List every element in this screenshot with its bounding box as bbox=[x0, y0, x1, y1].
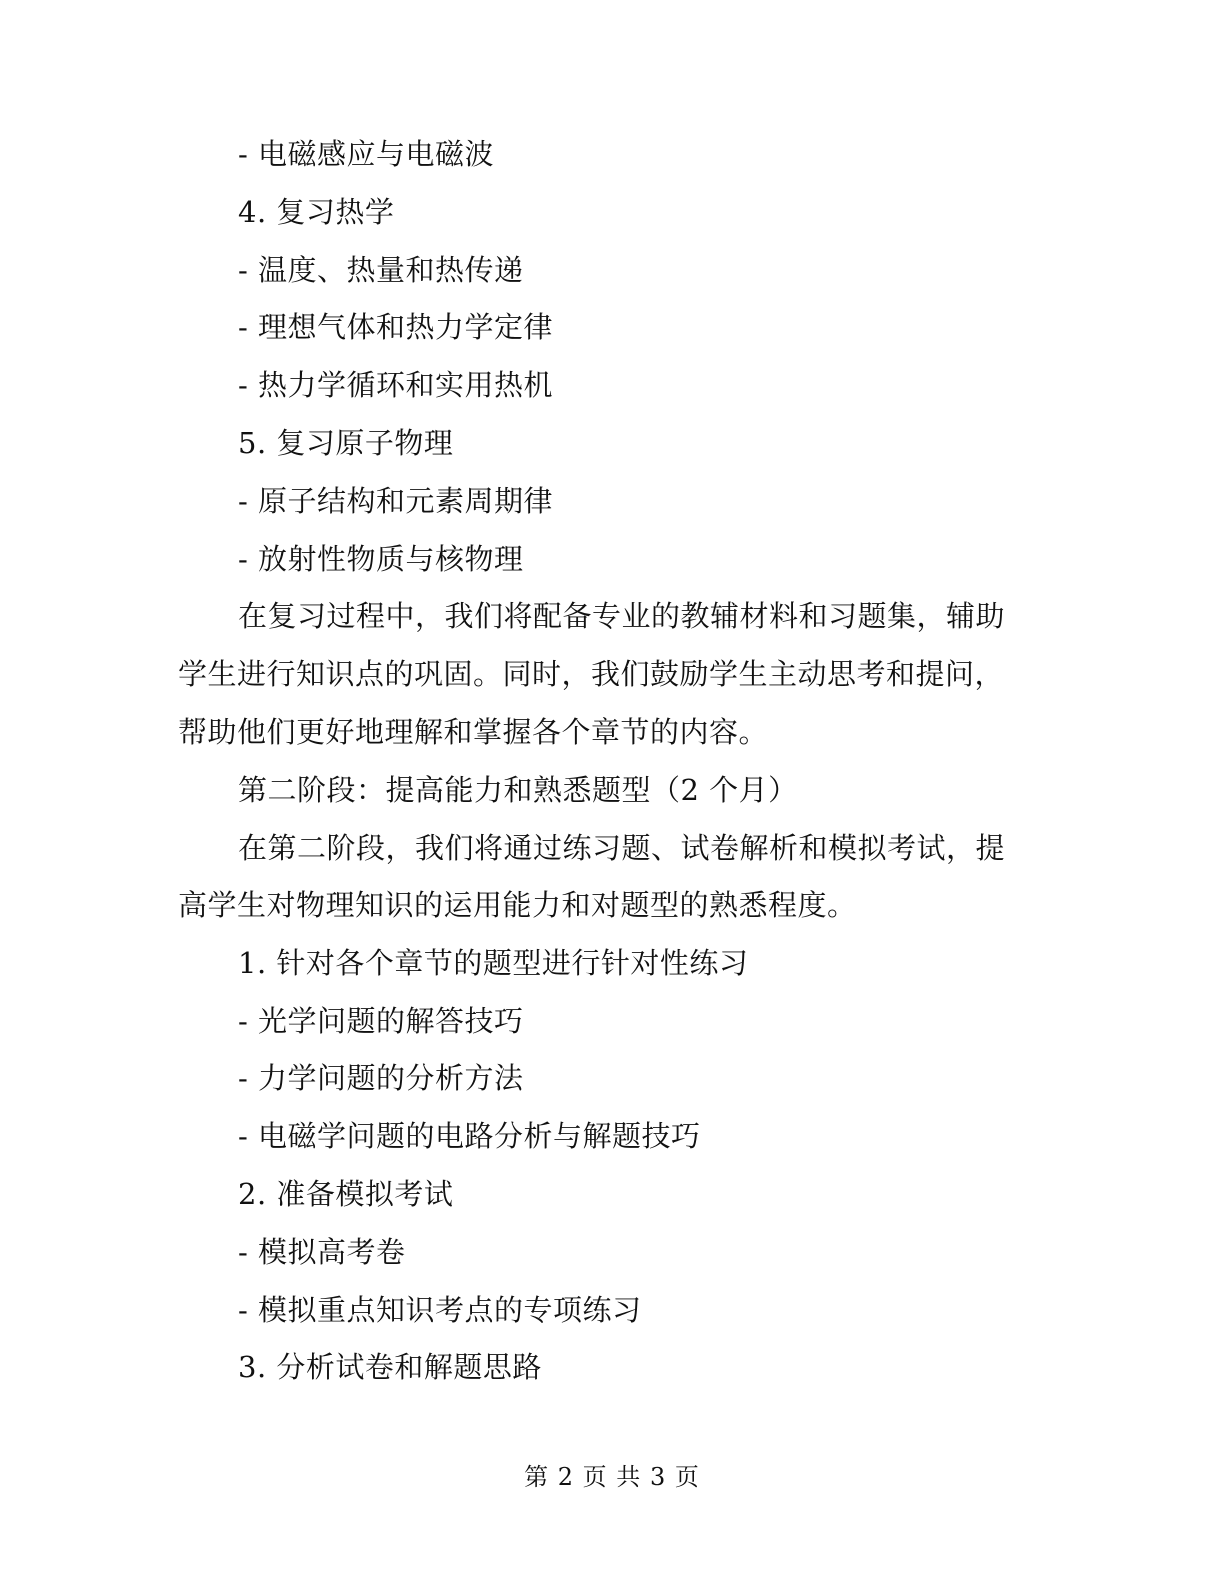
list-item: - 放射性物质与核物理 bbox=[238, 542, 524, 576]
list-heading: 5. 复习原子物理 bbox=[238, 426, 454, 460]
paragraph-line: 高学生对物理知识的运用能力和对题型的熟悉程度。 bbox=[178, 888, 857, 922]
list-item: - 力学问题的分析方法 bbox=[238, 1061, 524, 1095]
paragraph-line: 在第二阶段，我们将通过练习题、试卷解析和模拟考试，提 bbox=[238, 831, 1006, 865]
list-heading: 3. 分析试卷和解题思路 bbox=[238, 1350, 542, 1384]
list-item: - 电磁感应与电磁波 bbox=[238, 137, 495, 171]
list-item: - 模拟高考卷 bbox=[238, 1235, 406, 1269]
list-heading: 1. 针对各个章节的题型进行针对性练习 bbox=[238, 946, 749, 980]
paragraph-line: 帮助他们更好地理解和掌握各个章节的内容。 bbox=[178, 715, 769, 749]
paragraph-line: 在复习过程中，我们将配备专业的教辅材料和习题集，辅助 bbox=[238, 599, 1006, 633]
list-heading: 2. 准备模拟考试 bbox=[238, 1177, 454, 1211]
list-heading: 4. 复习热学 bbox=[238, 195, 395, 229]
list-item: - 模拟重点知识考点的专项练习 bbox=[238, 1293, 642, 1327]
paragraph-line: 学生进行知识点的巩固。同时，我们鼓励学生主动思考和提问， bbox=[178, 657, 1005, 691]
list-item: - 热力学循环和实用热机 bbox=[238, 368, 554, 402]
section-heading: 第二阶段：提高能力和熟悉题型（2 个月） bbox=[238, 773, 798, 807]
list-item: - 原子结构和元素周期律 bbox=[238, 484, 554, 518]
page-number-footer: 第 2 页 共 3 页 bbox=[524, 1463, 700, 1491]
list-item: - 温度、热量和热传递 bbox=[238, 253, 524, 287]
list-item: - 电磁学问题的电路分析与解题技巧 bbox=[238, 1119, 701, 1153]
list-item: - 理想气体和热力学定律 bbox=[238, 310, 554, 344]
list-item: - 光学问题的解答技巧 bbox=[238, 1004, 524, 1038]
